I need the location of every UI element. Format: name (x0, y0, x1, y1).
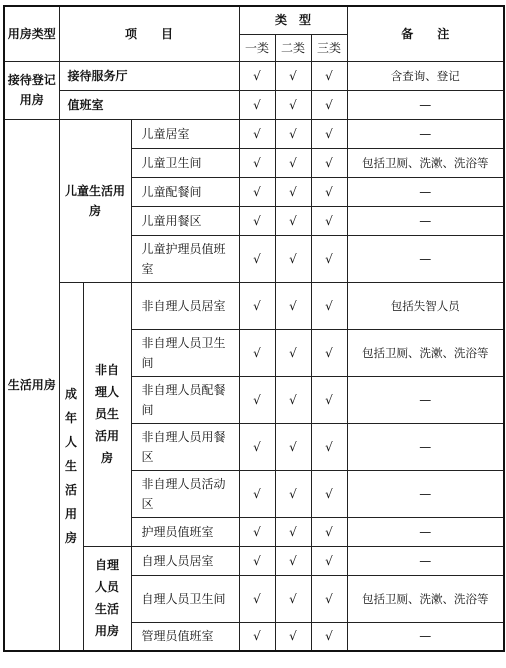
header-type: 类 型 (239, 6, 347, 34)
remark-dash: — (347, 235, 504, 282)
remark-dash: — (347, 546, 504, 575)
table-container (3, 5, 505, 652)
check-mark: √ (239, 470, 275, 517)
remark-dash: — (347, 423, 504, 470)
header-type-2: 二类 (275, 34, 311, 61)
check-mark: √ (275, 206, 311, 235)
check-mark: √ (311, 119, 347, 148)
remark-cell: 包括失智人员 (347, 282, 504, 329)
item-label: 护理员值班室 (131, 517, 239, 546)
check-mark: √ (275, 119, 311, 148)
item-label: 值班室 (59, 90, 239, 119)
remark-dash: — (347, 470, 504, 517)
check-mark: √ (311, 575, 347, 622)
check-mark: √ (275, 61, 311, 90)
table-row (4, 90, 504, 119)
item-label: 儿童配餐间 (131, 177, 239, 206)
room-type-table (3, 5, 505, 652)
check-mark: √ (311, 329, 347, 376)
header-type-1: 一类 (239, 34, 275, 61)
check-mark: √ (239, 177, 275, 206)
remark-cell: 含查询、登记 (347, 61, 504, 90)
group-child: 儿童生活用房 (59, 119, 131, 282)
remark-dash: — (347, 119, 504, 148)
group-adult (59, 282, 83, 651)
check-mark: √ (239, 119, 275, 148)
item-label: 儿童护理员值班室 (131, 235, 239, 282)
remark-dash: — (347, 177, 504, 206)
header-remark: 备 注 (347, 6, 504, 61)
check-mark: √ (311, 546, 347, 575)
item-label: 儿童用餐区 (131, 206, 239, 235)
check-mark: √ (239, 517, 275, 546)
check-mark: √ (311, 235, 347, 282)
check-mark: √ (275, 622, 311, 651)
group-nonself (83, 282, 131, 546)
group-self-label: 自理人员生活用房 (94, 558, 119, 639)
table-row (4, 119, 504, 148)
header-room-type: 用房类型 (4, 6, 59, 61)
check-mark: √ (275, 376, 311, 423)
check-mark: √ (311, 206, 347, 235)
check-mark: √ (239, 622, 275, 651)
check-mark: √ (239, 329, 275, 376)
check-mark: √ (275, 575, 311, 622)
remark-dash: — (347, 90, 504, 119)
item-label: 接待服务厅 (59, 61, 239, 90)
check-mark: √ (239, 423, 275, 470)
remark-cell: 包括卫厕、洗漱、洗浴等 (347, 148, 504, 177)
header-project: 项 目 (59, 6, 239, 61)
check-mark: √ (311, 177, 347, 206)
item-label: 儿童卫生间 (131, 148, 239, 177)
check-mark: √ (275, 329, 311, 376)
check-mark: √ (311, 423, 347, 470)
item-label: 非自理人员配餐间 (131, 376, 239, 423)
item-label: 儿童居室 (131, 119, 239, 148)
table-row (4, 61, 504, 90)
item-label: 自理人员居室 (131, 546, 239, 575)
check-mark: √ (239, 376, 275, 423)
item-label: 非自理人员活动区 (131, 470, 239, 517)
item-label: 非自理人员卫生间 (131, 329, 239, 376)
check-mark: √ (239, 546, 275, 575)
check-mark: √ (311, 622, 347, 651)
check-mark: √ (275, 282, 311, 329)
group-living: 生活用房 (4, 119, 59, 651)
check-mark: √ (239, 90, 275, 119)
remark-dash: — (347, 622, 504, 651)
check-mark: √ (239, 282, 275, 329)
header-row-1 (4, 6, 504, 34)
check-mark: √ (239, 206, 275, 235)
check-mark: √ (275, 470, 311, 517)
check-mark: √ (239, 148, 275, 177)
check-mark: √ (311, 148, 347, 177)
check-mark: √ (311, 517, 347, 546)
remark-dash: — (347, 376, 504, 423)
check-mark: √ (311, 376, 347, 423)
check-mark: √ (311, 90, 347, 119)
group-adult-label: 成年人生活用房 (64, 387, 77, 546)
group-self (83, 546, 131, 651)
table-row (4, 282, 504, 329)
remark-dash: — (347, 206, 504, 235)
check-mark: √ (275, 546, 311, 575)
item-label: 非自理人员居室 (131, 282, 239, 329)
group-reception: 接待登记用房 (4, 61, 59, 119)
check-mark: √ (275, 177, 311, 206)
check-mark: √ (275, 517, 311, 546)
item-label: 自理人员卫生间 (131, 575, 239, 622)
check-mark: √ (275, 423, 311, 470)
check-mark: √ (239, 61, 275, 90)
group-nonself-label: 非自理人员生活用房 (94, 363, 119, 465)
check-mark: √ (311, 470, 347, 517)
item-label: 管理员值班室 (131, 622, 239, 651)
header-type-3: 三类 (311, 34, 347, 61)
check-mark: √ (275, 90, 311, 119)
check-mark: √ (275, 148, 311, 177)
check-mark: √ (239, 235, 275, 282)
check-mark: √ (239, 575, 275, 622)
check-mark: √ (311, 282, 347, 329)
check-mark: √ (311, 61, 347, 90)
remark-dash: — (347, 517, 504, 546)
item-label: 非自理人员用餐区 (131, 423, 239, 470)
remark-cell: 包括卫厕、洗漱、洗浴等 (347, 329, 504, 376)
remark-cell: 包括卫厕、洗漱、洗浴等 (347, 575, 504, 622)
check-mark: √ (275, 235, 311, 282)
